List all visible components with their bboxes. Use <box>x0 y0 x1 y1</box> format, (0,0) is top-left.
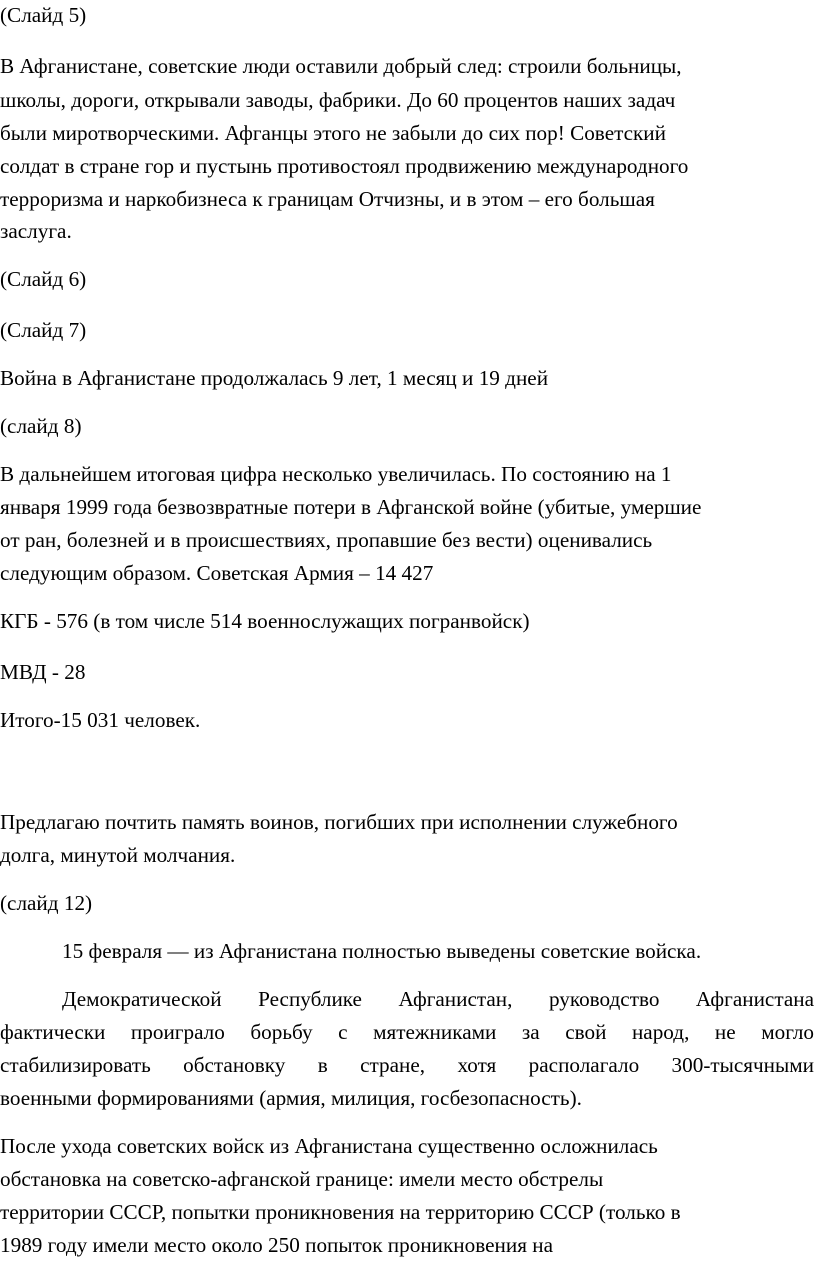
slide-6-heading: (Слайд 6) <box>0 267 87 291</box>
kgb-losses-line: КГБ - 576 (в том числе 514 военнослужащих погранвойск) <box>0 609 530 633</box>
paragraph-line: терроризма и наркобизнеса к границам Отчизны, и в этом – его большая <box>0 187 655 211</box>
paragraph-line: 1989 году имели место около 250 попыток проникновения на <box>0 1233 553 1257</box>
paragraph-line: долга, минутой молчания. <box>0 843 236 867</box>
paragraph-line: следующим образом. Советская Армия – 14 427 <box>0 561 434 585</box>
slide-8-heading: (слайд 8) <box>0 414 82 438</box>
slide-5-heading: (Слайд 5) <box>0 3 87 27</box>
withdrawal-date-line: 15 февраля — из Афганистана полностью выведены советские войска. <box>62 939 702 963</box>
paragraph-line: от ран, болезней и в происшествиях, пропавшие без вести) оценивались <box>0 528 653 552</box>
mvd-losses-line: МВД - 28 <box>0 660 86 684</box>
slide-7-heading: (Слайд 7) <box>0 318 87 342</box>
war-duration-line: Война в Афганистане продолжалась 9 лет, 1 месяц и 19 дней <box>0 366 549 390</box>
paragraph-line: После ухода советских войск из Афганистана существенно осложнилась <box>0 1134 658 1158</box>
paragraph-line: были миротворческими. Афганцы этого не забыли до сих пор! Советский <box>0 121 666 145</box>
paragraph-line: Демократической Республике Афганистан, руководство Афганистана <box>62 987 814 1011</box>
paragraph-line: января 1999 года безвозвратные потери в Афганской войне (убитые, умершие <box>0 495 702 519</box>
paragraph-line: заслуга. <box>0 219 72 243</box>
paragraph-line: фактически проиграло борьбу с мятежниками за свой народ, не могло <box>0 1020 814 1044</box>
slide-12-heading: (слайд 12) <box>0 891 93 915</box>
paragraph-line: В Афганистане, советские люди оставили добрый след: строили больницы, <box>0 54 682 78</box>
paragraph-line: обстановка на советско-афганской границе: имели место обстрелы <box>0 1167 604 1191</box>
paragraph-line: военными формированиями (армия, милиция, госбезопасность). <box>0 1086 582 1110</box>
total-losses-line: Итого-15 031 человек. <box>0 708 201 732</box>
paragraph-line: школы, дороги, открывали заводы, фабрики. До 60 процентов наших задач <box>0 88 676 112</box>
paragraph-line: территории СССР, попытки проникновения на территорию СССР (только в <box>0 1200 681 1224</box>
paragraph-line: стабилизировать обстановку в стране, хотя располагало 300-тысячными <box>0 1053 814 1077</box>
paragraph-line: В дальнейшем итоговая цифра несколько увеличилась. По состоянию на 1 <box>0 462 672 486</box>
paragraph-line: Предлагаю почтить память воинов, погибших при исполнении служебного <box>0 810 678 834</box>
paragraph-line: солдат в стране гор и пустынь противостоял продвижению международного <box>0 154 689 178</box>
